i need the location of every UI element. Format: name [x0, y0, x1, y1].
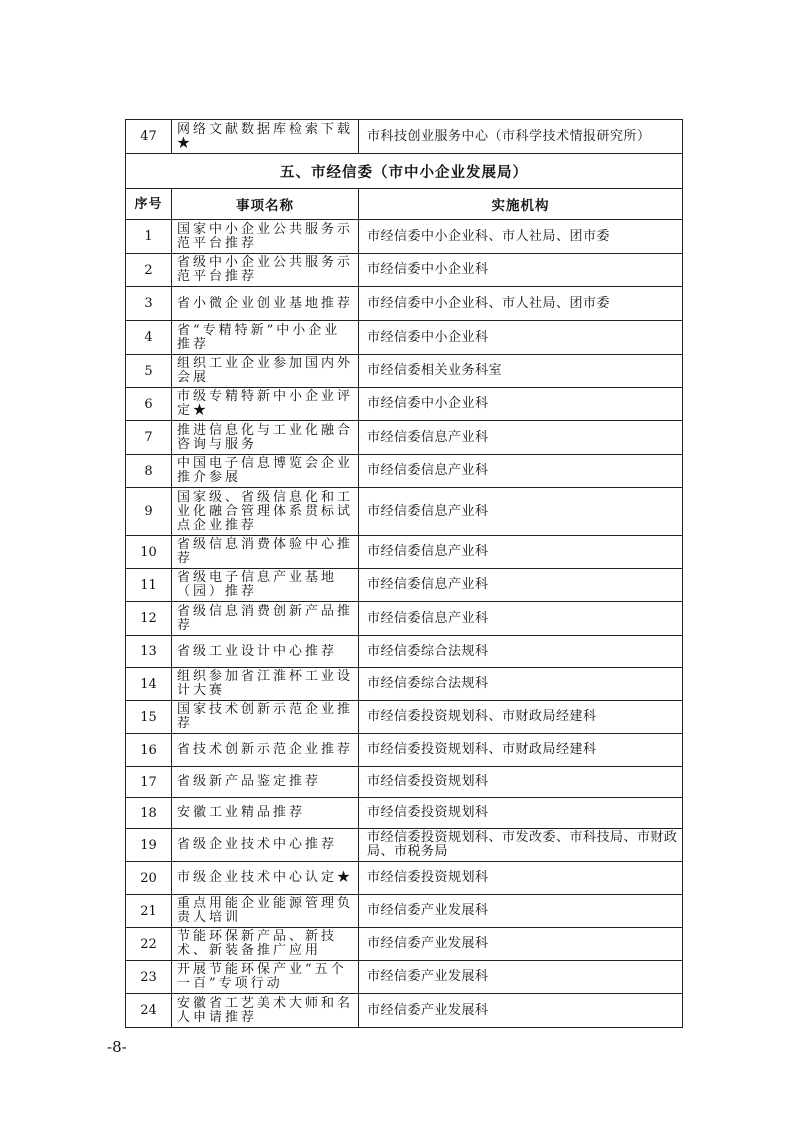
header-agency: 实施机构	[359, 189, 683, 220]
implementing-agency: 市经信委产业发展科	[359, 895, 683, 928]
table-row	[126, 767, 683, 798]
table-row	[126, 321, 683, 355]
row-number: 18	[126, 798, 172, 829]
row-number: 10	[126, 536, 172, 569]
implementing-agency: 市经信委产业发展科	[359, 961, 683, 994]
item-name: 重点用能企业能源管理负责人培训	[172, 895, 359, 928]
item-name: 网络文献数据库检索下载★	[172, 120, 359, 154]
item-name: 省“专精特新”中小企业推荐	[172, 321, 359, 355]
row-number: 13	[126, 636, 172, 668]
table-row	[126, 488, 683, 536]
item-name: 省级信息消费创新产品推荐	[172, 602, 359, 636]
item-name: 省级中小企业公共服务示范平台推荐	[172, 254, 359, 287]
row-number: 47	[126, 120, 172, 154]
table-row	[126, 994, 683, 1028]
table-row	[126, 455, 683, 488]
item-name: 组织参加省江淮杯工业设计大赛	[172, 668, 359, 701]
item-name: 安徽省工艺美术大师和名人申请推荐	[172, 994, 359, 1028]
table-row	[126, 734, 683, 767]
item-name: 开展节能环保产业“五个一百”专项行动	[172, 961, 359, 994]
implementing-agency: 市经信委投资规划科、市财政局经建科	[359, 734, 683, 767]
implementing-agency: 市经信委中小企业科、市人社局、团市委	[359, 220, 683, 254]
row-number: 8	[126, 455, 172, 488]
section-header-row	[126, 154, 683, 189]
table-row	[126, 668, 683, 701]
row-number: 12	[126, 602, 172, 636]
table-row	[126, 895, 683, 928]
item-name: 组织工业企业参加国内外会展	[172, 355, 359, 388]
implementing-agency: 市经信委信息产业科	[359, 421, 683, 455]
table-row	[126, 961, 683, 994]
item-name: 省小微企业创业基地推荐	[172, 287, 359, 321]
implementing-agency: 市经信委信息产业科	[359, 488, 683, 536]
row-number: 19	[126, 829, 172, 862]
row-number: 7	[126, 421, 172, 455]
page-number: -8-	[107, 1038, 127, 1056]
column-header-row	[126, 189, 683, 220]
table-row	[126, 421, 683, 455]
implementing-agency: 市经信委中小企业科	[359, 321, 683, 355]
row-number: 23	[126, 961, 172, 994]
item-name: 节能环保新产品、新技术、新装备推广应用	[172, 928, 359, 961]
item-name: 市级企业技术中心认定★	[172, 862, 359, 895]
implementing-agency: 市经信委综合法规科	[359, 668, 683, 701]
item-name: 安徽工业精品推荐	[172, 798, 359, 829]
table-row	[126, 355, 683, 388]
item-name: 推进信息化与工业化融合咨询与服务	[172, 421, 359, 455]
item-name: 国家技术创新示范企业推荐	[172, 701, 359, 734]
row-number: 22	[126, 928, 172, 961]
row-number: 9	[126, 488, 172, 536]
implementing-agency: 市经信委投资规划科	[359, 798, 683, 829]
item-name: 省技术创新示范企业推荐	[172, 734, 359, 767]
row-number: 4	[126, 321, 172, 355]
implementing-agency: 市经信委相关业务科室	[359, 355, 683, 388]
table-row-prev-section	[126, 120, 683, 154]
table-row	[126, 287, 683, 321]
item-name: 国家中小企业公共服务示范平台推荐	[172, 220, 359, 254]
implementing-agency: 市经信委投资规划科、市财政局经建科	[359, 701, 683, 734]
table-row	[126, 862, 683, 895]
implementing-agency: 市经信委中小企业科	[359, 388, 683, 421]
implementing-agency: 市经信委中小企业科、市人社局、团市委	[359, 287, 683, 321]
table-row	[126, 928, 683, 961]
row-number: 17	[126, 767, 172, 798]
row-number: 24	[126, 994, 172, 1028]
row-number: 16	[126, 734, 172, 767]
header-number: 序号	[126, 189, 172, 220]
row-number: 14	[126, 668, 172, 701]
row-number: 15	[126, 701, 172, 734]
implementing-agency: 市经信委信息产业科	[359, 569, 683, 602]
implementing-agency: 市科技创业服务中心（市科学技术情报研究所）	[359, 120, 683, 154]
row-number: 2	[126, 254, 172, 287]
item-name: 国家级、省级信息化和工业化融合管理体系贯标试点企业推荐	[172, 488, 359, 536]
item-name: 省级信息消费体验中心推荐	[172, 536, 359, 569]
row-number: 20	[126, 862, 172, 895]
implementing-agency: 市经信委中小企业科	[359, 254, 683, 287]
table-row	[126, 829, 683, 862]
implementing-agency: 市经信委投资规划科	[359, 862, 683, 895]
implementing-agency: 市经信委综合法规科	[359, 636, 683, 668]
row-number: 5	[126, 355, 172, 388]
table-row	[126, 388, 683, 421]
section-title: 五、市经信委（市中小企业发展局）	[126, 154, 683, 189]
table-row	[126, 701, 683, 734]
row-number: 6	[126, 388, 172, 421]
row-number: 21	[126, 895, 172, 928]
implementing-agency: 市经信委信息产业科	[359, 536, 683, 569]
header-item-name: 事项名称	[172, 189, 359, 220]
implementing-agency: 市经信委投资规划科	[359, 767, 683, 798]
implementing-agency: 市经信委投资规划科、市发改委、市科技局、市财政局、市税务局	[359, 829, 683, 862]
table-row	[126, 636, 683, 668]
item-name: 省级工业设计中心推荐	[172, 636, 359, 668]
implementing-agency: 市经信委产业发展科	[359, 994, 683, 1028]
table-row	[126, 569, 683, 602]
implementing-agency: 市经信委信息产业科	[359, 455, 683, 488]
table-row	[126, 254, 683, 287]
row-number: 11	[126, 569, 172, 602]
implementing-agency: 市经信委产业发展科	[359, 928, 683, 961]
implementing-agency: 市经信委信息产业科	[359, 602, 683, 636]
table-row	[126, 602, 683, 636]
item-name: 省级新产品鉴定推荐	[172, 767, 359, 798]
items-table	[125, 119, 683, 1028]
item-name: 中国电子信息博览会企业推介参展	[172, 455, 359, 488]
table-row	[126, 220, 683, 254]
item-name: 省级电子信息产业基地（园）推荐	[172, 569, 359, 602]
item-name: 省级企业技术中心推荐	[172, 829, 359, 862]
item-name: 市级专精特新中小企业评定★	[172, 388, 359, 421]
row-number: 3	[126, 287, 172, 321]
row-number: 1	[126, 220, 172, 254]
table-row	[126, 536, 683, 569]
table-row	[126, 798, 683, 829]
